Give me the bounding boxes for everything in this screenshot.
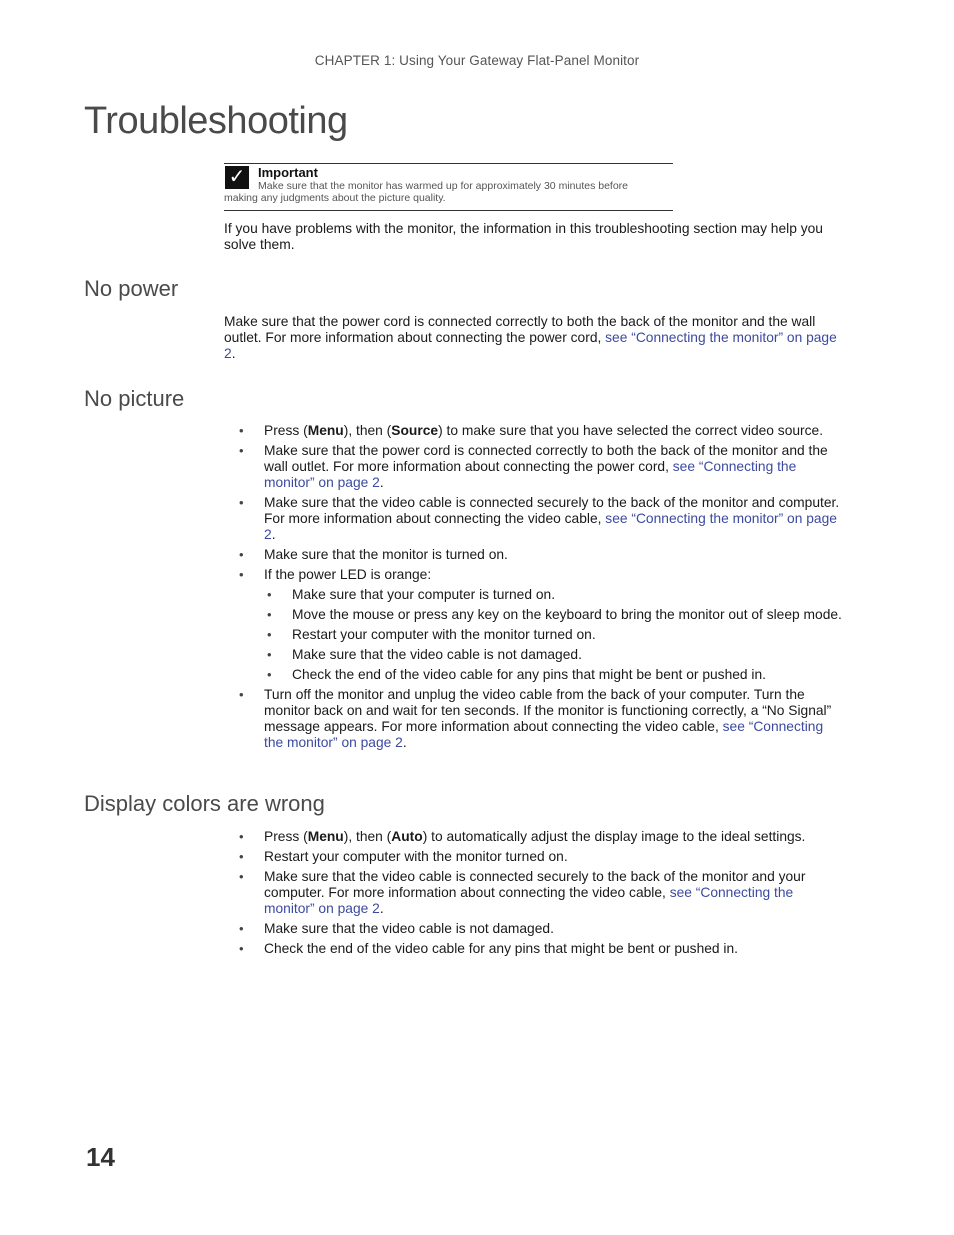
- sub-list-item: • Make sure that your computer is turned on.: [264, 587, 844, 603]
- menu-key: Menu: [307, 829, 344, 844]
- checkmark-icon: ✓: [225, 166, 249, 189]
- menu-key: Menu: [307, 423, 344, 438]
- auto-key: Auto: [391, 829, 423, 844]
- heading-no-power: No power: [84, 276, 179, 301]
- page-title: Troubleshooting: [84, 100, 348, 142]
- sub-list: [264, 587, 844, 683]
- list-item: • If the power LED is orange: • Make sure that your computer is turned on. • Move the mouse or press any key on the keyboard to bring the monitor out of sleep mode. • Restart your computer with the monitor turned on. • Make sure that the video cable is not damaged. • Check the end of the video cable for any pins that might be bent or pushed in.: [224, 567, 844, 683]
- connecting-monitor-link[interactable]: see “Connecting the monitor” on page 2: [264, 885, 794, 916]
- intro-paragraph: If you have problems with the monitor, the information in this troubleshooting section may help you solve them.: [224, 221, 823, 252]
- heading-no-picture: No picture: [84, 386, 185, 411]
- list-item: • Check the end of the video cable for any pins that might be bent or pushed in.: [224, 941, 844, 957]
- list-item: • Make sure that the monitor is turned on.: [224, 547, 844, 563]
- connecting-monitor-link[interactable]: see “Connecting the monitor” on page 2: [264, 719, 824, 750]
- list-item: • Make sure that the video cable is not damaged.: [224, 921, 844, 937]
- page-number: 14: [86, 1142, 115, 1172]
- important-note: [224, 163, 673, 211]
- sub-list-item: • Check the end of the video cable for any pins that might be bent or pushed in.: [264, 667, 844, 683]
- source-key: Source: [391, 423, 439, 438]
- important-text-line2: making any judgments about the picture quality.: [224, 192, 446, 204]
- list-item: • Press (Menu), then (Auto) to automatically adjust the display image to the ideal settings.: [224, 829, 844, 845]
- important-label: Important: [258, 165, 318, 180]
- list-item: • Press (Menu), then (Source) to make sure that you have selected the correct video source.: [224, 423, 844, 439]
- connecting-monitor-link[interactable]: see “Connecting the monitor” on page 2: [264, 459, 797, 490]
- list-item: • Turn off the monitor and unplug the video cable from the back of your computer. Turn the monitor back on and wait for ten seconds. If the monitor is functioning correctly, a “No Signal” message appears. For more information about connecting the video cable, see “Connecting the monitor” on page 2.: [224, 687, 844, 751]
- sub-list-item: • Make sure that the video cable is not damaged.: [264, 647, 844, 663]
- no-power-text: Make sure that the power cord is connected correctly to both the back of the monitor and the wall outlet. For more information about connecting the power cord,: [224, 314, 816, 345]
- heading-display-colors: Display colors are wrong: [84, 791, 325, 816]
- chapter-header: CHAPTER 1: Using Your Gateway Flat-Panel Monitor: [314, 53, 640, 68]
- no-power-end: .: [231, 346, 236, 361]
- display-colors-list: [224, 829, 844, 961]
- list-item: • Restart your computer with the monitor turned on.: [224, 849, 844, 865]
- no-picture-list: [224, 423, 844, 755]
- list-item: • Make sure that the power cord is connected correctly to both the back of the monitor and the wall outlet. For more information about connecting the power cord, see “Connecting the monitor” on page 2.: [224, 443, 844, 491]
- list-item: • Make sure that the video cable is connected securely to the back of the monitor and your computer. For more information about connecting the video cable, see “Connecting the monitor” on page 2.: [224, 869, 844, 917]
- sub-list-item: • Restart your computer with the monitor turned on.: [264, 627, 844, 643]
- list-item: • Make sure that the video cable is connected securely to the back of the monitor and computer. For more information about connecting the video cable, see “Connecting the monitor” on page 2.: [224, 495, 844, 543]
- no-power-paragraph: [224, 314, 844, 362]
- sub-list-item: • Move the mouse or press any key on the keyboard to bring the monitor out of sleep mode.: [264, 607, 844, 623]
- connecting-monitor-link[interactable]: see “Connecting the monitor” on page 2: [264, 511, 837, 542]
- important-text-line1: Make sure that the monitor has warmed up for approximately 30 minutes before: [258, 180, 629, 192]
- no-power-link[interactable]: see “Connecting the monitor” on page 2: [224, 330, 837, 361]
